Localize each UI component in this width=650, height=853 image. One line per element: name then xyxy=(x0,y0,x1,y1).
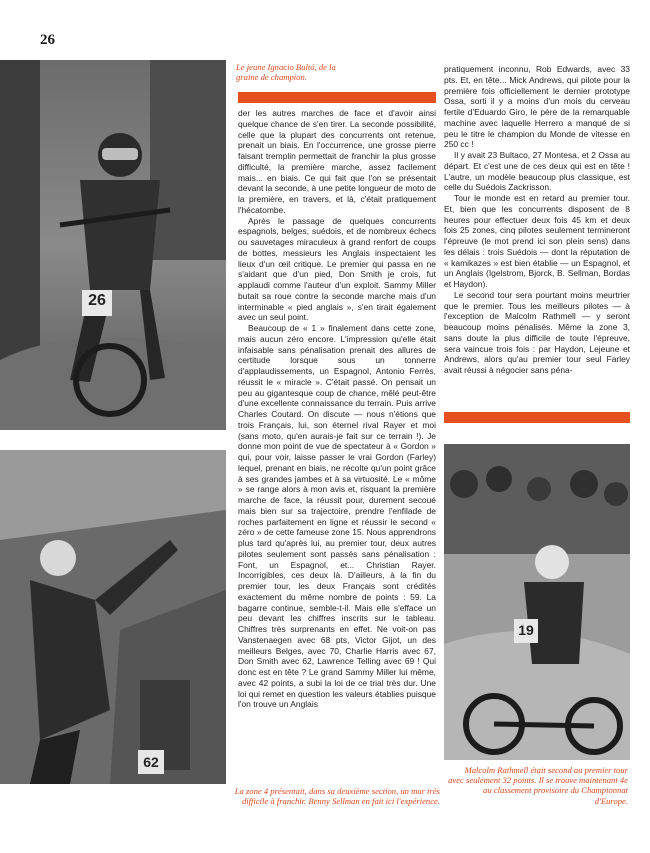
caption-right: Malcolm Rathmell était second au premier tour avec seulement 32 points. Il se trouve maintenant 4e au classement provisoire du Championnat d'Europe. xyxy=(448,765,628,806)
caption-bottom-left: La zone 4 présentait, dans sa deuxième section, un mur très difficile à franchir. Benny Sellman en fait ici l'expérience. xyxy=(234,786,440,807)
rider-number-plate: 19 xyxy=(518,622,534,638)
article-paragraph: Beaucoup de « 1 » finalement dans cette zone, mais aucun zéro encore. L'impression qu'elle était infaisable sans pénalisation prenait des allures de certitude lorsque sous un tonnerre d'applaudissements, un Espagnol, Antonio Ferrès, réussit le « miracle ». C'était passé. On pensait un peu au gigantesque coup de chance, mêlé peut-être d'une excellente connaissance du terrain. Puis arrive Charles Coutard. On discute — nous n'étions que trois Français, lui, son éternel rival Rayer et moi (sans moto, qu'en aurais-je fait sur ce terrain !). Je donne mon point de vue de spectateur à « Gordon » qui, pour voir, laisse passer le vrai Gordon (Farley) lequel, prenant en biais, ne récolte qu'un point grâce à ses grandes jambes et à sa virtuosité. Le « môme » se range alors à mon avis et, risquant la première marche de face, la réussit pour, durement secoué mais bien sur sa trajectoire, prendre l'enfilade de roches parfaitement en ligne et réussir le second « zéro » de cette fameuse zone 15. Nous apprendrons plus tard qu'après lui, au premier tour, deux autres pilotes seulement sont passés sans pénalisation : Font, un Espagnol, et... Christian Rayer. Incorrigibles, ces deux là. D'ailleurs, à la fin du premier tour, les deux Français sont crédités exactement du même nombre de points : 59. La bagarre continue, semble-t-il. Mais elle s'efface un peu devant les chiffres inscrits sur le tableau. Chiffres très surprenants en effet. Ne voit-on pas Vanstenaegen avec 68 pts, Victor Gijot, un des meilleurs Belges, avec 70, Charlie Harris avec 67, Don Smith avec 62, Lawrence Telling avec 69 ! Qui donc est en tête ? Le grand Sammy Miller lui même, avec 42 points, a subi la loi de ce trial très dur. Une loi qui remet en question les valeurs établies puisque l'on trouve un Anglais xyxy=(238,323,436,710)
photo-ignacio-bulto xyxy=(0,60,226,430)
accent-bar-middle xyxy=(238,92,436,103)
photo-benny-sellman xyxy=(0,450,226,784)
article-paragraph: Le second tour sera pourtant moins meurtrier que le premier. Tous les meilleurs pilotes — à l'exception de Malcolm Rathmell — y seront beaucoup moins pénalisés. Même la zone 3, sans doute la plus difficile de toute l'épreuve, sera vaincue trois fois : par Haydon, Lejeune et Andrews, alors qu'au premier tour seul Farley avait réussi à négocier sans péna- xyxy=(444,289,630,375)
caption-top: Le jeune Ignacio Bultó, de la graine de champion. xyxy=(236,62,336,83)
accent-bar-right xyxy=(444,412,630,423)
rider-number-plate: 62 xyxy=(143,754,159,770)
page-number: 26 xyxy=(40,32,55,48)
article-paragraph: Après le passage de quelques concurrents espagnols, belges, suédois, et de nombreux échecs ou sauvetages miraculeux à grand renfort de coups de bottes, messieurs les Anglais inspectaient les lieux d'un œil critique. Le premier qui passa en ne s'aidant que d'un pied, Don Smith je crois, fut applaudi comme l'auteur d'un exploit. Sammy Miller butait sa roue contre la seconde marche mais d'un interminable « pied anglais », s'en tirait également avec un seul point. xyxy=(238,215,436,323)
article-paragraph: pratiquement inconnu, Rob Edwards, avec 33 pts. Et, en tête... Mick Andrews, qui pilote pour la première fois officiellement le dernier prototype Ossa, sorti il y a moins d'un mois du cerveau fertile d'Eduardo Giro, le père de la remarquable machine avec laquelle Herrero a manqué de si peu le titre le champion du Monde de vitesse en 250 cc ! xyxy=(444,64,630,150)
article-paragraph: Il y avait 23 Bultaco, 27 Montesa, et 2 Ossa au départ. Et c'est une de ces deux qui est en tête ! L'autre, un modèle beaucoup plus classique, est celle du Suédois Zackrisson. xyxy=(444,150,630,193)
article-column-middle xyxy=(238,108,436,780)
article-paragraph: der les autres marches de face et d'avoir ainsi quelque chance de s'en tirer. La seconde possibilité, celle que la plupart des concurrents ont retenue, prenait un biais. En l'occurrence, une grosse pierre faisant tremplin permettait de franchir la plus grosse difficulté, la première marche, assez facilement mais... en biais. Ce qui fait que l'on se présentait devant la seconde, à une petite longueur de moto de la première, en travers, et là, c'était pratiquement l'hécatombe. xyxy=(238,108,436,215)
photo-malcolm-rathmell xyxy=(444,444,630,760)
article-paragraph: Tour le monde est en retard au premier tour. Et, bien que les concurrents disposent de 8 heures pour effectuer deux fois 45 km et deux fois 25 zones, cinq pilotes seulement termineront l'épreuve (le mot prend ici son plein sens) dans les délais : trois Suédois — dont la réputation de « kamikazes » est bien établie — un Espagnol, et un Anglais (Igelstrom, Bjorck, B. Sellman, Bordas et Haydon). xyxy=(444,193,630,289)
article-column-right xyxy=(444,64,630,398)
rider-number-plate: 26 xyxy=(88,292,106,309)
